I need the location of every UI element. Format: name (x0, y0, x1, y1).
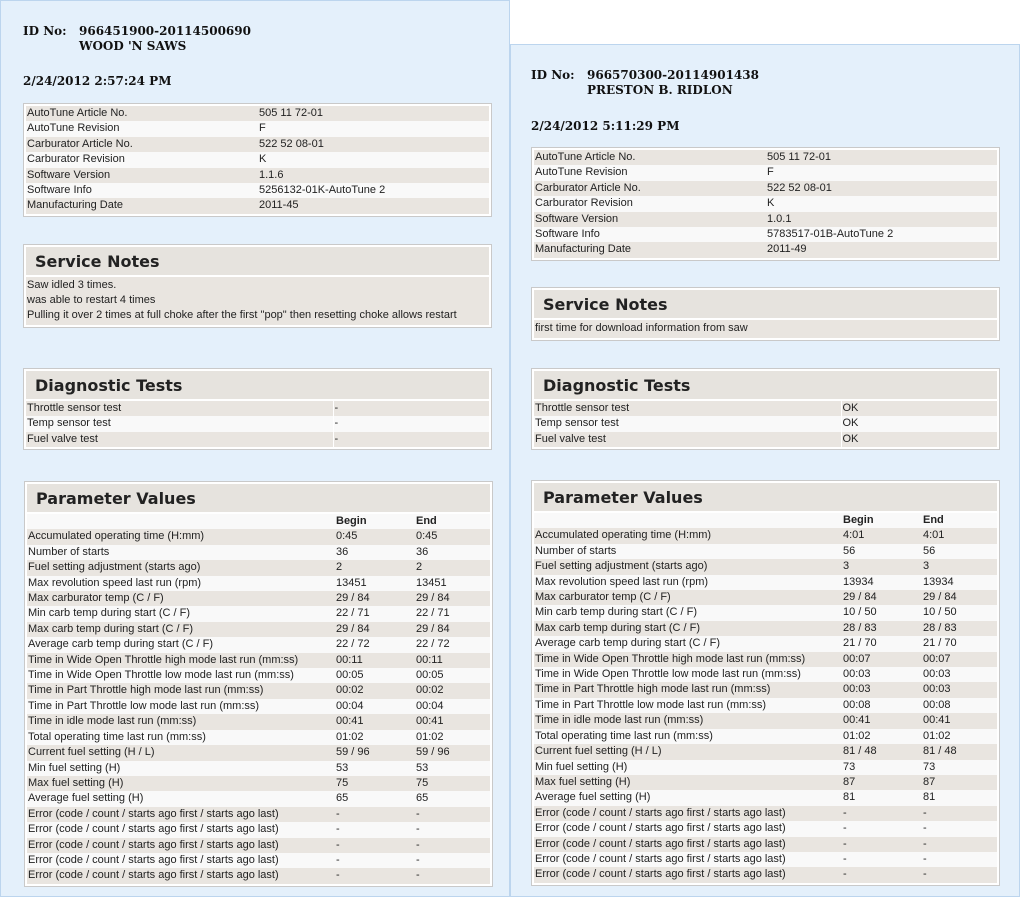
param-row-end: 00:07 (922, 652, 997, 667)
info-row-label: Carburator Revision (26, 152, 258, 167)
param-row-label: Max revolution speed last run (rpm) (27, 576, 335, 591)
diag-row (534, 432, 997, 447)
param-row (534, 559, 997, 574)
parameter-table (27, 514, 490, 884)
info-row-value: K (766, 196, 997, 211)
param-row-label: Max carburator temp (C / F) (534, 590, 842, 605)
param-row-begin: 28 / 83 (842, 621, 922, 636)
param-row (27, 730, 490, 745)
param-col-end: End (415, 514, 490, 529)
info-box (23, 103, 492, 217)
param-row-end: 13934 (922, 575, 997, 590)
info-row (534, 212, 997, 227)
report-date: 2/24/2012 5:11:29 PM (531, 119, 680, 133)
param-row (27, 868, 490, 883)
param-row-end: 65 (415, 791, 490, 806)
param-row (534, 605, 997, 620)
service-notes-text (26, 277, 489, 325)
info-row (26, 198, 489, 213)
info-table (26, 106, 489, 214)
info-row (26, 106, 489, 121)
info-row (26, 137, 489, 152)
info-row-label: AutoTune Revision (26, 121, 258, 136)
param-row-label: Accumulated operating time (H:mm) (534, 528, 842, 543)
id-label: ID No: (531, 68, 575, 82)
param-row-begin: - (842, 852, 922, 867)
param-row-end: - (415, 807, 490, 822)
param-row-begin: - (335, 807, 415, 822)
param-row (534, 806, 997, 821)
param-row-end: 4:01 (922, 528, 997, 543)
param-row-label: Min carb temp during start (C / F) (534, 605, 842, 620)
param-row-label: Time in Part Throttle high mode last run (mm:ss) (27, 683, 335, 698)
param-row-label: Min carb temp during start (C / F) (27, 606, 335, 621)
param-row-end: 2 (415, 560, 490, 575)
param-row (27, 745, 490, 760)
info-row-value: 522 52 08-01 (766, 181, 997, 196)
info-row-label: Carburator Revision (534, 196, 766, 211)
param-row-label: Time in Wide Open Throttle low mode last run (mm:ss) (27, 668, 335, 683)
diagnostic-table (26, 401, 489, 447)
param-row-end: - (922, 867, 997, 882)
param-row-end: 28 / 83 (922, 621, 997, 636)
diag-row-value: OK (841, 416, 997, 431)
param-row-begin: 81 (842, 790, 922, 805)
info-row-label: AutoTune Article No. (26, 106, 258, 121)
info-row (534, 227, 997, 242)
param-row-end: 73 (922, 760, 997, 775)
service-note-line: first time for download information from saw (535, 322, 748, 334)
parameter-values-title: Parameter Values (534, 483, 997, 513)
param-row-begin: 00:41 (842, 713, 922, 728)
info-row (534, 150, 997, 165)
param-row (27, 637, 490, 652)
info-row-label: AutoTune Revision (534, 165, 766, 180)
param-row (534, 544, 997, 559)
service-notes-text (534, 320, 997, 338)
param-row-begin: - (842, 867, 922, 882)
param-row (534, 652, 997, 667)
param-row-label: Total operating time last run (mm:ss) (27, 730, 335, 745)
param-row-end: 36 (415, 545, 490, 560)
report-panel-left (0, 0, 510, 897)
param-col-begin: Begin (335, 514, 415, 529)
param-row-end: 00:02 (415, 683, 490, 698)
info-row (26, 152, 489, 167)
param-row-label: Time in Part Throttle low mode last run (mm:ss) (534, 698, 842, 713)
param-row-end: 22 / 71 (415, 606, 490, 621)
param-row-end: 75 (415, 776, 490, 791)
diag-row (534, 416, 997, 431)
info-row (26, 121, 489, 136)
service-notes-section (531, 287, 1000, 341)
param-row (534, 821, 997, 836)
param-row (27, 591, 490, 606)
param-row-label: Average fuel setting (H) (27, 791, 335, 806)
param-row (534, 775, 997, 790)
parameter-values-section (24, 481, 493, 887)
param-row-end: - (922, 821, 997, 836)
param-row (27, 653, 490, 668)
info-row-label: Carburator Article No. (26, 137, 258, 152)
param-row (534, 682, 997, 697)
param-row (27, 791, 490, 806)
param-row-end: 00:03 (922, 682, 997, 697)
report-date: 2/24/2012 2:57:24 PM (23, 74, 172, 88)
info-row-label: AutoTune Article No. (534, 150, 766, 165)
param-row-begin: - (842, 806, 922, 821)
param-row-begin: 75 (335, 776, 415, 791)
info-row-value: F (766, 165, 997, 180)
diag-row (26, 401, 489, 416)
param-row-end: 01:02 (415, 730, 490, 745)
param-row-end: 00:41 (415, 714, 490, 729)
info-row-value: 5783517-01B-AutoTune 2 (766, 227, 997, 242)
param-row (27, 838, 490, 853)
diagnostic-tests-title: Diagnostic Tests (26, 371, 489, 401)
param-row-label: Error (code / count / starts ago first / starts ago last) (27, 822, 335, 837)
param-col-end: End (922, 513, 997, 528)
param-row-begin: 10 / 50 (842, 605, 922, 620)
info-row-value: 505 11 72-01 (766, 150, 997, 165)
param-row-end: 00:41 (922, 713, 997, 728)
param-row-end: 0:45 (415, 529, 490, 544)
info-row-value: 5256132-01K-AutoTune 2 (258, 183, 489, 198)
param-row-begin: 36 (335, 545, 415, 560)
info-row (26, 168, 489, 183)
param-row (27, 560, 490, 575)
param-row-label: Error (code / count / starts ago first / starts ago last) (27, 868, 335, 883)
param-row-begin: 22 / 71 (335, 606, 415, 621)
diagnostic-tests-section (531, 368, 1000, 450)
param-row-label: Average carb temp during start (C / F) (534, 636, 842, 651)
param-row-begin: 01:02 (335, 730, 415, 745)
diag-row-label: Temp sensor test (26, 416, 333, 431)
param-row (534, 698, 997, 713)
info-row-label: Carburator Article No. (534, 181, 766, 196)
param-row-begin: - (335, 822, 415, 837)
info-row-value: 2011-49 (766, 242, 997, 257)
param-row-label: Min fuel setting (H) (534, 760, 842, 775)
param-row-label: Number of starts (534, 544, 842, 559)
service-note-line: was able to restart 4 times (27, 294, 156, 306)
param-row-end: 13451 (415, 576, 490, 591)
param-row (534, 852, 997, 867)
param-row-end: 21 / 70 (922, 636, 997, 651)
param-row-label: Error (code / count / starts ago first / starts ago last) (534, 867, 842, 882)
param-row-label: Max fuel setting (H) (27, 776, 335, 791)
param-row-begin: 00:05 (335, 668, 415, 683)
diagnostic-tests-title: Diagnostic Tests (534, 371, 997, 401)
info-row (534, 196, 997, 211)
param-row-begin: 65 (335, 791, 415, 806)
diag-row (26, 416, 489, 431)
param-row-end: - (922, 852, 997, 867)
param-row-end: - (415, 853, 490, 868)
param-row (27, 606, 490, 621)
param-row-begin: 00:11 (335, 653, 415, 668)
param-row-begin: 73 (842, 760, 922, 775)
param-row-begin: 00:03 (842, 667, 922, 682)
param-row-label: Max carb temp during start (C / F) (534, 621, 842, 636)
customer-name: PRESTON B. RIDLON (587, 83, 733, 97)
diagnostic-table (534, 401, 997, 447)
param-row-end: 00:11 (415, 653, 490, 668)
param-row-end: 10 / 50 (922, 605, 997, 620)
param-row (27, 545, 490, 560)
info-row (534, 181, 997, 196)
param-row-end: 00:05 (415, 668, 490, 683)
id-number: 966570300-20114901438 (587, 68, 759, 82)
param-row (27, 822, 490, 837)
diag-row-label: Throttle sensor test (534, 401, 841, 416)
info-row-value: 522 52 08-01 (258, 137, 489, 152)
param-row-label: Time in idle mode last run (mm:ss) (27, 714, 335, 729)
param-row-label: Error (code / count / starts ago first / starts ago last) (534, 837, 842, 852)
service-notes-section (23, 244, 492, 328)
param-row-end: 00:08 (922, 698, 997, 713)
param-row-begin: 13451 (335, 576, 415, 591)
param-row-label: Time in Part Throttle high mode last run (mm:ss) (534, 682, 842, 697)
diag-row-value: - (333, 432, 489, 447)
info-row-value: 2011-45 (258, 198, 489, 213)
param-row-begin: 29 / 84 (335, 622, 415, 637)
service-notes-title: Service Notes (534, 290, 997, 320)
param-row-label: Max revolution speed last run (rpm) (534, 575, 842, 590)
parameter-header-row (534, 513, 997, 528)
param-row-label: Average carb temp during start (C / F) (27, 637, 335, 652)
info-row-label: Manufacturing Date (26, 198, 258, 213)
param-row-begin: - (335, 838, 415, 853)
diag-row-value: - (333, 416, 489, 431)
param-row (27, 529, 490, 544)
parameter-table (534, 513, 997, 883)
param-col-label (534, 513, 842, 528)
param-row-label: Error (code / count / starts ago first / starts ago last) (27, 853, 335, 868)
diag-row-label: Temp sensor test (534, 416, 841, 431)
param-row-label: Time in Wide Open Throttle low mode last run (mm:ss) (534, 667, 842, 682)
param-row-end: 22 / 72 (415, 637, 490, 652)
param-row-label: Fuel setting adjustment (starts ago) (534, 559, 842, 574)
param-row-begin: 81 / 48 (842, 744, 922, 759)
param-row-begin: 00:03 (842, 682, 922, 697)
info-row-value: 1.1.6 (258, 168, 489, 183)
param-row-begin: 00:02 (335, 683, 415, 698)
param-row-label: Max carburator temp (C / F) (27, 591, 335, 606)
param-row-end: 87 (922, 775, 997, 790)
param-row-begin: 0:45 (335, 529, 415, 544)
param-row-begin: 00:41 (335, 714, 415, 729)
report-panel-right (510, 44, 1020, 897)
param-row-label: Time in Part Throttle low mode last run (mm:ss) (27, 699, 335, 714)
diag-row-value: OK (841, 401, 997, 416)
param-row (534, 867, 997, 882)
param-row-begin: 13934 (842, 575, 922, 590)
param-col-begin: Begin (842, 513, 922, 528)
param-row-end: 53 (415, 761, 490, 776)
param-row-end: 00:04 (415, 699, 490, 714)
diag-row-label: Throttle sensor test (26, 401, 333, 416)
info-box (531, 147, 1000, 261)
param-row-label: Error (code / count / starts ago first / starts ago last) (534, 806, 842, 821)
parameter-values-section (531, 480, 1000, 886)
param-row-begin: 2 (335, 560, 415, 575)
param-row-begin: 53 (335, 761, 415, 776)
diagnostic-tests-section (23, 368, 492, 450)
param-row (27, 776, 490, 791)
diag-row (26, 432, 489, 447)
param-row (534, 760, 997, 775)
info-row-label: Manufacturing Date (534, 242, 766, 257)
param-row (27, 576, 490, 591)
param-row (27, 761, 490, 776)
param-row-end: - (415, 838, 490, 853)
param-row-begin: - (842, 821, 922, 836)
param-row (534, 729, 997, 744)
param-row-label: Error (code / count / starts ago first / starts ago last) (534, 852, 842, 867)
param-col-label (27, 514, 335, 529)
info-row-label: Software Version (26, 168, 258, 183)
param-row-label: Time in Wide Open Throttle high mode last run (mm:ss) (27, 653, 335, 668)
info-row (534, 242, 997, 257)
param-row-label: Error (code / count / starts ago first / starts ago last) (534, 821, 842, 836)
param-row (534, 667, 997, 682)
param-row-begin: 21 / 70 (842, 636, 922, 651)
param-row-label: Max carb temp during start (C / F) (27, 622, 335, 637)
param-row-begin: - (842, 837, 922, 852)
param-row-end: 29 / 84 (415, 591, 490, 606)
diag-row (534, 401, 997, 416)
service-note-line: Saw idled 3 times. (27, 279, 117, 291)
param-row-label: Fuel setting adjustment (starts ago) (27, 560, 335, 575)
param-row-end: - (922, 806, 997, 821)
param-row-label: Error (code / count / starts ago first / starts ago last) (27, 807, 335, 822)
id-block (23, 24, 251, 54)
param-row (534, 621, 997, 636)
param-row (534, 636, 997, 651)
info-row-value: 1.0.1 (766, 212, 997, 227)
param-row (27, 683, 490, 698)
info-table (534, 150, 997, 258)
param-row-label: Accumulated operating time (H:mm) (27, 529, 335, 544)
param-row-begin: 4:01 (842, 528, 922, 543)
id-label: ID No: (23, 24, 67, 38)
param-row (27, 699, 490, 714)
param-row-begin: 29 / 84 (335, 591, 415, 606)
param-row-begin: - (335, 868, 415, 883)
param-row-label: Min fuel setting (H) (27, 761, 335, 776)
param-row (534, 575, 997, 590)
param-row-end: 00:03 (922, 667, 997, 682)
param-row-begin: 00:08 (842, 698, 922, 713)
customer-name: WOOD 'N SAWS (79, 39, 187, 53)
param-row-begin: 3 (842, 559, 922, 574)
param-row-end: 56 (922, 544, 997, 559)
info-row-value: K (258, 152, 489, 167)
id-block (531, 68, 759, 98)
diag-row-label: Fuel valve test (26, 432, 333, 447)
service-notes-title: Service Notes (26, 247, 489, 277)
param-row (534, 837, 997, 852)
info-row-label: Software Info (26, 183, 258, 198)
param-row-begin: 59 / 96 (335, 745, 415, 760)
param-row-label: Current fuel setting (H / L) (27, 745, 335, 760)
param-row (27, 807, 490, 822)
param-row (534, 790, 997, 805)
param-row-end: 81 / 48 (922, 744, 997, 759)
param-row (27, 622, 490, 637)
param-row (534, 590, 997, 605)
param-row-end: - (415, 868, 490, 883)
info-row-label: Software Version (534, 212, 766, 227)
info-row-value: 505 11 72-01 (258, 106, 489, 121)
param-row-begin: 56 (842, 544, 922, 559)
param-row-label: Number of starts (27, 545, 335, 560)
param-row (27, 853, 490, 868)
param-row-end: 3 (922, 559, 997, 574)
param-row-end: 01:02 (922, 729, 997, 744)
diag-row-value: OK (841, 432, 997, 447)
param-row-begin: 00:07 (842, 652, 922, 667)
param-row-begin: 00:04 (335, 699, 415, 714)
param-row-end: 29 / 84 (415, 622, 490, 637)
param-row-begin: 22 / 72 (335, 637, 415, 652)
param-row-label: Error (code / count / starts ago first / starts ago last) (27, 838, 335, 853)
service-note-line: Pulling it over 2 times at full choke after the first "pop" then resetting choke allows restart (27, 309, 457, 321)
param-row (534, 713, 997, 728)
param-row-label: Time in idle mode last run (mm:ss) (534, 713, 842, 728)
param-row-label: Current fuel setting (H / L) (534, 744, 842, 759)
param-row-begin: 29 / 84 (842, 590, 922, 605)
param-row-end: - (415, 822, 490, 837)
param-row (534, 744, 997, 759)
param-row (27, 714, 490, 729)
param-row-end: 59 / 96 (415, 745, 490, 760)
param-row-begin: 87 (842, 775, 922, 790)
parameter-header-row (27, 514, 490, 529)
param-row-end: 81 (922, 790, 997, 805)
param-row-begin: - (335, 853, 415, 868)
diag-row-label: Fuel valve test (534, 432, 841, 447)
param-row (534, 528, 997, 543)
diag-row-value: - (333, 401, 489, 416)
param-row-label: Time in Wide Open Throttle high mode last run (mm:ss) (534, 652, 842, 667)
parameter-values-title: Parameter Values (27, 484, 490, 514)
param-row-end: - (922, 837, 997, 852)
info-row (534, 165, 997, 180)
param-row-label: Average fuel setting (H) (534, 790, 842, 805)
info-row-value: F (258, 121, 489, 136)
param-row-label: Max fuel setting (H) (534, 775, 842, 790)
param-row-end: 29 / 84 (922, 590, 997, 605)
param-row-begin: 01:02 (842, 729, 922, 744)
info-row-label: Software Info (534, 227, 766, 242)
param-row (27, 668, 490, 683)
id-number: 966451900-20114500690 (79, 24, 251, 38)
info-row (26, 183, 489, 198)
param-row-label: Total operating time last run (mm:ss) (534, 729, 842, 744)
